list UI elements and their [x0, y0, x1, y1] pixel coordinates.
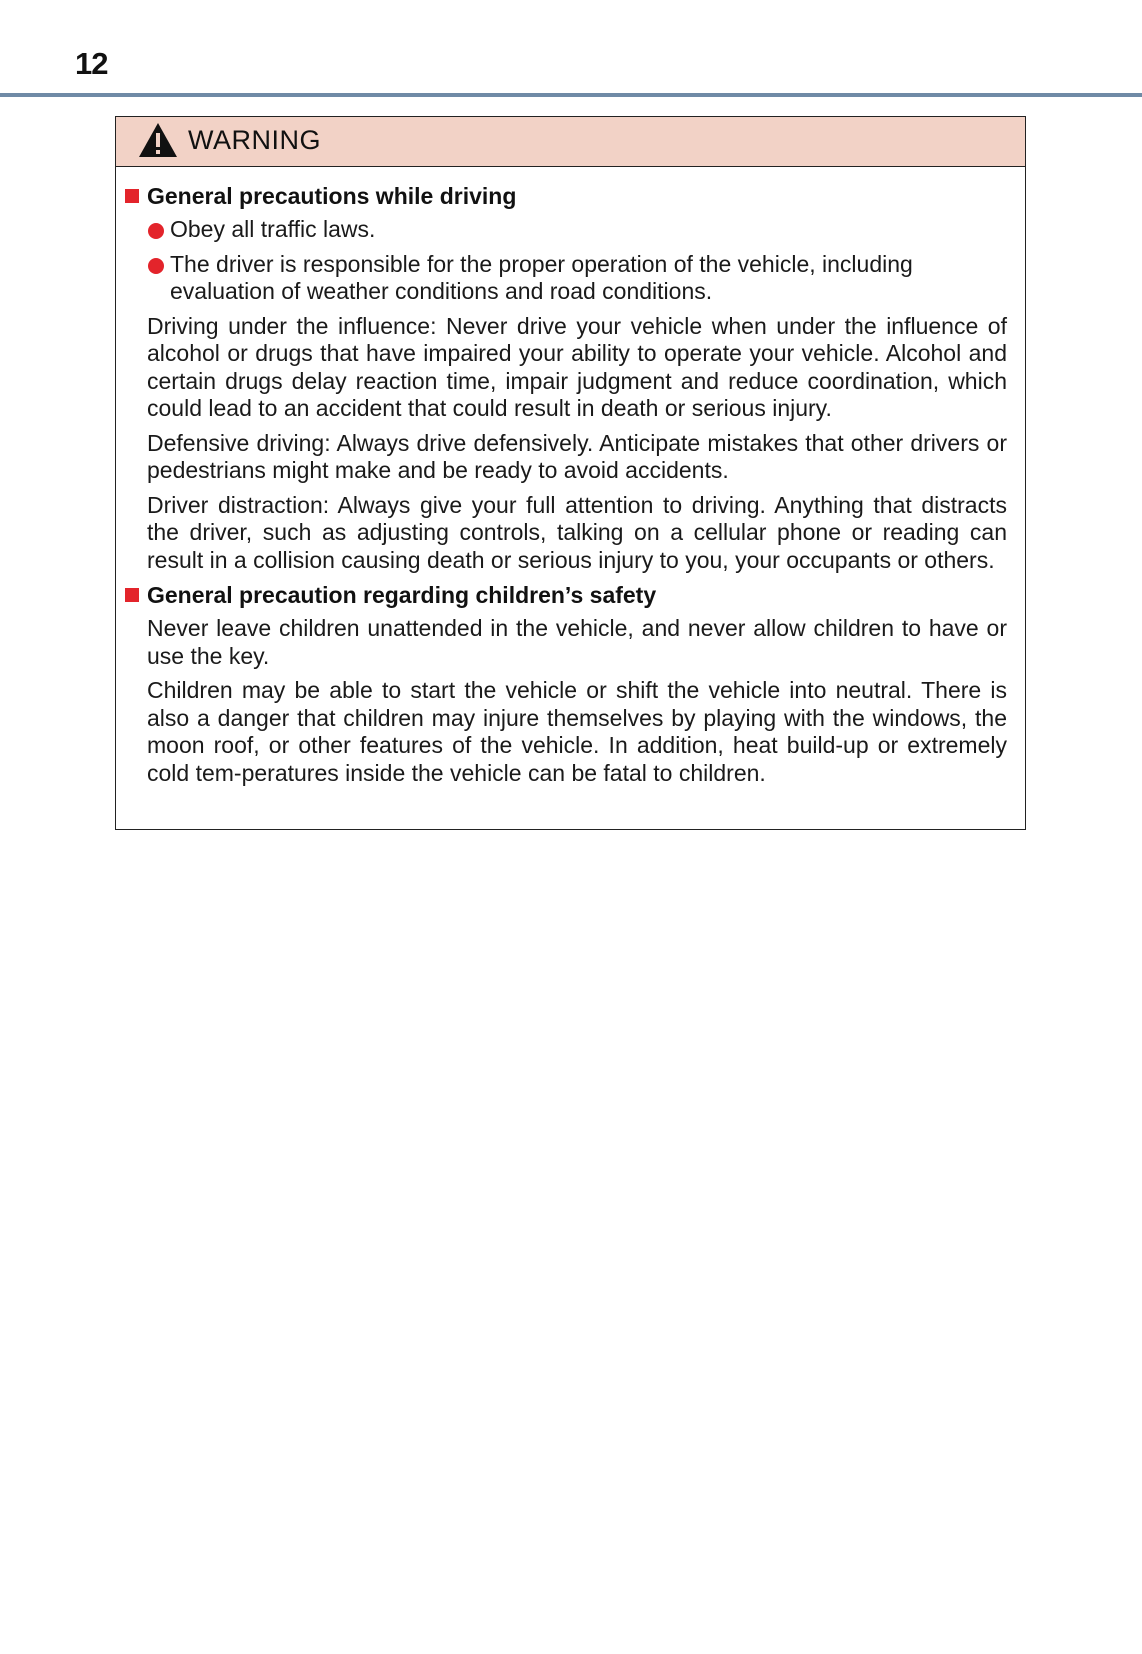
red-bullet-icon — [148, 258, 164, 274]
red-square-marker-icon — [125, 189, 139, 203]
header-rule — [0, 93, 1142, 97]
warning-header — [116, 117, 1025, 167]
page-number: 12 — [75, 46, 108, 81]
bullet-text: The driver is responsible for the proper operation of the vehicle, including evaluation of weather conditions and road conditions. — [170, 250, 913, 304]
red-square-marker-icon — [125, 588, 139, 602]
warning-title: WARNING — [188, 125, 321, 155]
paragraph-driving-under-influence: Driving under the influence: Never drive your vehicle when under the influence of alcohol or drugs that have impaired your ability to operate your vehicle. Alcohol and certain drugs delay reaction time, impair judgment and reduce coordination, which could lead to an accident that could result in death or serious injury. — [147, 312, 1007, 421]
paragraph-children-unattended: Never leave children unattended in the vehicle, and never allow children to have or use the key. — [147, 615, 1007, 669]
paragraph-driver-distraction: Driver distraction: Always give your full attention to driving. Anything that distracts the driver, such as adjusting controls, talking on a cellular phone or reading can result in a collision causing death or serious injury to you, your occupants or others. — [147, 491, 1007, 573]
red-bullet-icon — [148, 223, 164, 239]
section-heading-driving — [116, 182, 1025, 210]
bullet-item — [116, 216, 1025, 244]
warning-box — [115, 116, 1026, 830]
bullet-text: Obey all traffic laws. — [170, 216, 376, 242]
warning-triangle-icon — [138, 122, 178, 158]
paragraph-children-hazards: Children may be able to start the vehicle or shift the vehicle into neutral. There is also a danger that children may injure themselves by playing with the windows, the moon roof, or other features of the vehicle. In addition, heat build-up or extremely cold tem-peratures inside the vehicle can be fatal to children. — [147, 677, 1007, 786]
paragraph-defensive-driving: Defensive driving: Always drive defensively. Anticipate mistakes that other drivers or pedestrians might make and be ready to avoid accidents. — [147, 429, 1007, 483]
section-heading-children-safety — [116, 581, 1025, 609]
warning-content — [116, 182, 1025, 794]
section-heading-text: General precautions while driving — [147, 183, 517, 209]
section-heading-text: General precaution regarding children’s safety — [147, 582, 657, 608]
bullet-item — [116, 251, 1025, 306]
